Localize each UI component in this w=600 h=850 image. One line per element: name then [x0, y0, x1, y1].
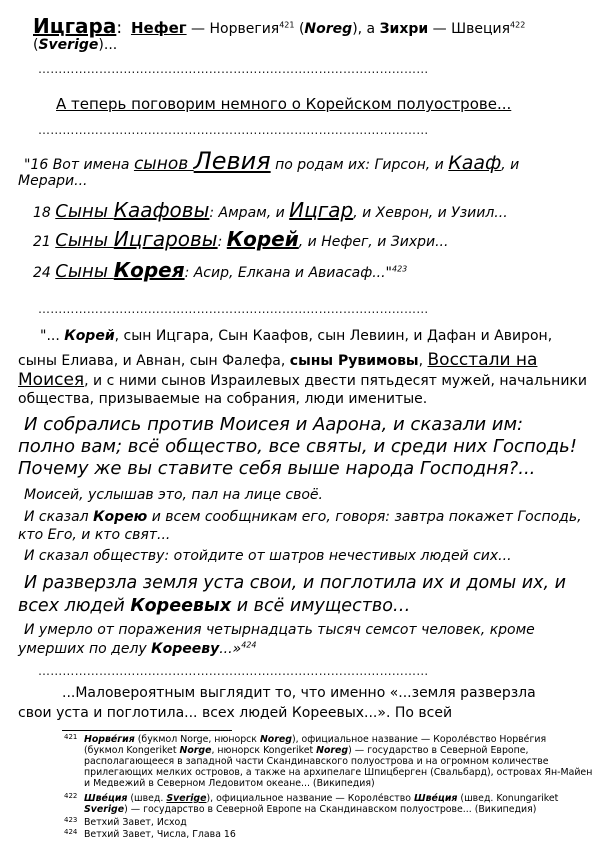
fn421-noreg2: Noreg [316, 745, 349, 756]
footnote-rule [62, 730, 232, 731]
quote2-line-3: Почему же вы ставите себя выше народа Господня?... [18, 458, 536, 479]
quote6-line-1: И разверзла земля уста свои, и поглотила их и домы их, и [24, 573, 566, 593]
footnote-ref-424[interactable]: 424 [241, 640, 257, 650]
footnote-num-421: 421 [64, 733, 78, 741]
verse-21-colon: : [217, 234, 227, 250]
verse-21-sons: Сыны [55, 230, 114, 251]
header-sweden: — Швеция [428, 21, 511, 37]
fn422-shveciya2: Шве́ция [414, 793, 458, 804]
verse-18-sons: Сыны [55, 201, 114, 222]
quote1-vosstali: Восстали на [427, 350, 538, 370]
quote7-koreevu: Корееву [151, 641, 220, 657]
zihri-term: Зихри [379, 21, 429, 37]
verse-24-num: 24 [33, 265, 56, 281]
quote1-i: , и с ними сынов Израилевых двести пятьдесят мужей, начальники [84, 373, 587, 389]
verse-18-num: 18 [33, 205, 56, 221]
footnote-ref-422[interactable]: 422 [510, 20, 526, 30]
footnote-421-line-5: и Медвежий в Северном Ледовитом океане... (Википедия) [84, 778, 375, 789]
fn422-shveciya: Шве́ция [84, 793, 128, 804]
header-open2: ( [33, 37, 39, 53]
dots-separator-4: …………………………………………………………………………………… [38, 664, 429, 678]
noreg-term: Noreg [304, 21, 353, 37]
quote7-a: умерших по делу [18, 641, 152, 657]
footnote-ref-421[interactable]: 421 [279, 20, 295, 30]
header-colon: : [116, 18, 123, 38]
fn422-2b: ) — государство в Северной Европе на Скандинавском полуострове... (Википедия) [124, 804, 537, 815]
header-norway: — Норвегия [186, 21, 280, 37]
footnote-num-423: 423 [64, 816, 78, 824]
footnote-422-line-2 [84, 804, 536, 815]
verse-16-line-1 [24, 147, 519, 175]
quote6-line-2 [18, 596, 410, 616]
fn421-noreg: Noreg [259, 734, 292, 745]
verse-24-koreya: Корея [113, 258, 185, 282]
quote1-moiseya: Моисея [18, 370, 85, 390]
quote1-line-2 [18, 350, 537, 370]
quote7-line-1: И умерло от поражения четырнадцать тысяч семсот человек, кроме [24, 622, 535, 638]
fn421-1b: (букмол Norge, нюнорск [134, 734, 260, 745]
verse-16-sons: сынов [133, 154, 194, 174]
footnote-ref-423[interactable]: 423 [392, 264, 408, 274]
verse-16-f: , и [501, 157, 520, 173]
verse-16-levi: Левия [193, 147, 271, 175]
quote6-a: всех людей [18, 596, 131, 616]
dots-separator-1: …………………………………………………………………………………… [38, 62, 429, 76]
para-line-1: ...Маловероятным выглядит то, что именно «...земля разверзла [62, 685, 536, 701]
header-paren: ( [294, 21, 305, 37]
header-line-1 [33, 14, 525, 38]
quote6-c: и всё имущество… [231, 596, 411, 616]
fn422-sverige: Sverige [166, 793, 207, 804]
verse-18-d: : Амрам, и [209, 205, 290, 221]
verse-16-kaaf: Кааф [448, 152, 502, 174]
quote1-line-4: общества, призываемые на собрания, люди именитые. [18, 391, 428, 407]
footnote-421-line-1 [84, 734, 546, 745]
fn421-norvegiya: Норве́гия [84, 734, 135, 745]
verse-21 [33, 227, 448, 251]
quote1-c: , сын Ицгара, Сын Каафов, сын Левиин, и Дафан и Авирон, [114, 328, 553, 344]
footnote-422-line-1 [84, 793, 558, 804]
verse-24-d: : Асир, Елкана и Авиасаф..." [184, 265, 392, 281]
nefeg-term: Нефег [130, 19, 187, 37]
quote7-line-2 [18, 641, 256, 657]
verse-21-f: , и Нефег, и Зихри... [298, 234, 449, 250]
quote1-line-1 [40, 328, 552, 344]
verse-18-icgar: Ицгар [289, 198, 354, 222]
dots-separator-2: …………………………………………………………………………………… [38, 123, 429, 137]
header-line-2 [33, 37, 117, 53]
quote1-a: "... [40, 328, 65, 344]
fn422-1b: (швед. [127, 793, 167, 804]
quote1-ruvimovy: сыны Рувимовы [289, 353, 419, 369]
quote7-c: ...» [219, 641, 242, 657]
fn422-1f: (швед. Konungariket [457, 793, 559, 804]
quote3: Моисей, услышав это, пал на лице своё. [24, 487, 323, 503]
verse-21-icgarovy: Ицгаровы [113, 227, 218, 251]
verse-16-a: "16 Вот имена [24, 157, 134, 173]
footnote-421-line-4: прилегающих мелких островов, а также на архипелаге Шпицберген (Свальбард), островах Ян-Майен [84, 767, 593, 778]
header-mid: ), а [352, 21, 380, 37]
verse-21-korey: Корей [226, 227, 299, 251]
quote1-line-3 [18, 370, 587, 390]
fn421-2c: , нюнорск Kongeriket [211, 745, 317, 756]
quote4-line-2: кто Его, и кто свят... [18, 527, 171, 543]
quote4-a: И сказал [24, 509, 94, 525]
verse-24 [33, 258, 407, 282]
verse-18-kaafovy: Каафовы [113, 198, 210, 222]
fn421-2a: (букмол Kongeriket [84, 745, 180, 756]
footnote-num-422: 422 [64, 792, 78, 800]
verse-18 [33, 198, 508, 222]
verse-21-num: 21 [33, 234, 56, 250]
verse-16-d: по родам их: Гирсон, и [270, 157, 449, 173]
quote4-koreyu: Корею [93, 509, 148, 525]
quote2-line-1: И собрались против Моисея и Аарона, и сказали им: [24, 414, 524, 435]
verse-24-sons: Сыны [55, 261, 114, 282]
header-close2: )... [98, 37, 118, 53]
icgara-term: Ицгара [33, 14, 117, 38]
quote4-c: и всем сообщникам его, говоря: завтра покажет Господь, [147, 509, 582, 525]
fn422-sverige2: Sverige [84, 804, 125, 815]
para-line-2: свои уста и поглотила... всех людей Кореевых...». По всей [18, 705, 453, 721]
quote6-koreevyh: Кореевых [130, 596, 232, 616]
footnote-423: Ветхий Завет, Исход [84, 817, 187, 828]
quote1-f: , [418, 353, 428, 369]
fn421-2e: ) — государство в Северной Европе, [348, 745, 529, 756]
fn421-norge: Norge [179, 745, 212, 756]
korea-line: А теперь поговорим немного о Корейском полуострове... [56, 95, 512, 113]
dots-separator-3: …………………………………………………………………………………… [38, 302, 429, 316]
sverige-term: Sverige [38, 37, 99, 53]
quote5: И сказал обществу: отойдите от шатров нечестивых людей сих... [24, 548, 512, 564]
fn422-1d: ), официальное название — Короле́вство [206, 793, 415, 804]
quote1-d: сыны Елиава, и Авнан, сын Фалефа, [18, 353, 290, 369]
quote2-line-2: полно вам; всё общество, все святы, и среди них Господь! [18, 436, 577, 457]
quote4-line-1 [24, 509, 582, 525]
footnote-421-line-2 [84, 745, 529, 756]
footnote-num-424: 424 [64, 828, 78, 836]
verse-16-line-2: Мерари... [18, 173, 88, 189]
footnote-421-line-3: располагающееся в западной части Скандинавского полуострова и на огромном количестве [84, 756, 549, 767]
verse-18-f: , и Хеврон, и Узиил... [353, 205, 508, 221]
fn421-1d: ), официальное название — Короле́вство Норве́гия [291, 734, 547, 745]
footnote-424: Ветхий Завет, Числа, Глава 16 [84, 829, 236, 840]
quote1-korey: Корей [64, 328, 115, 344]
